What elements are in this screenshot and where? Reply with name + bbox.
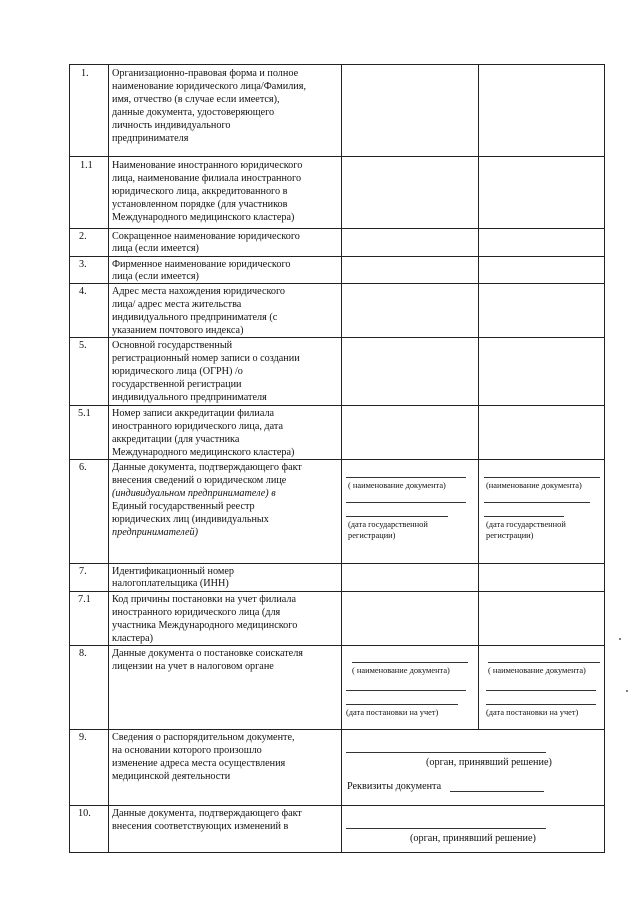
row-number: 8. [79, 648, 87, 659]
row-label-line: кластера) [112, 633, 154, 644]
row-number: 10. [78, 808, 91, 819]
reg-date-line[interactable] [346, 516, 448, 517]
row-label-line: Номер записи аккредитации филиала [112, 408, 275, 419]
row-border [69, 729, 605, 730]
row-label-line: иностранного юридического лица, дата [112, 421, 283, 432]
row-border [69, 256, 605, 257]
row-label-line: Данные документа о постановке соискателя [112, 648, 303, 659]
row-label-line: индивидуального предпринимателя [112, 392, 267, 403]
reg-date-caption: (дата государственной [348, 520, 428, 529]
row-label-line: государственной регистрации [112, 379, 242, 390]
reg-date-caption: (дата постановки на учет) [346, 708, 439, 717]
row-number: 2. [79, 231, 87, 242]
scan-dot [626, 690, 628, 692]
reg-date-caption-right: (дата государственной [486, 520, 566, 529]
row-number: 9. [79, 732, 87, 743]
row-label-line: наименование юридического лица/Фамилия, [112, 81, 306, 92]
row-label-line: медицинской деятельности [112, 771, 231, 782]
column-divider-values [478, 64, 479, 729]
row-number: 4. [79, 286, 87, 297]
row-number: 1.1 [80, 160, 93, 171]
row-label-line: Код причины постановки на учет филиала [112, 594, 297, 605]
requisites-line[interactable] [450, 791, 544, 792]
row-number: 1. [81, 68, 89, 79]
row-label-line: лица/ адрес места жительства [112, 299, 242, 310]
doc-name-line-2[interactable] [346, 502, 466, 503]
doc-name-line[interactable] [352, 662, 468, 663]
doc-name-caption: ( наименование документа) [348, 481, 446, 490]
doc-name-line[interactable] [346, 477, 466, 478]
row-label-line: юридического лица (ОГРН) /о [112, 366, 243, 377]
organ-caption: (орган, принявший решение) [410, 833, 536, 844]
row-border [69, 805, 605, 806]
requisites-label: Реквизиты документа [347, 781, 442, 792]
row-label-line: Основной государственный [112, 340, 233, 351]
organ-line[interactable] [346, 752, 546, 753]
row-border [69, 591, 605, 592]
row-label-line: лица (если имеется) [112, 243, 199, 254]
reg-date-line[interactable] [346, 704, 458, 705]
row-label-line: регистрационный номер записи о создании [112, 353, 300, 364]
row-label-line: Организационно-правовая форма и полное [112, 68, 299, 79]
doc-name-caption: ( наименование документа) [352, 666, 450, 675]
row-border-bottom [69, 852, 605, 853]
row-label-line: на основании которого произошло [112, 745, 262, 756]
row-label-line: предпринимателя [112, 133, 189, 144]
reg-date-line-right[interactable] [486, 704, 596, 705]
row-label-line: Данные документа, подтверждающего факт [112, 462, 302, 473]
row-label-line: аккредитации (для участника [112, 434, 240, 445]
row-label-line: данные документа, удостоверяющего [112, 107, 275, 118]
row-number: 7.1 [78, 594, 91, 605]
row-number: 3. [79, 259, 87, 270]
row-label-line: Наименование иностранного юридического [112, 160, 303, 171]
row-label-line: Международного медицинского кластера) [112, 447, 295, 458]
row-number: 7. [79, 566, 87, 577]
row-border [69, 405, 605, 406]
reg-date-caption: регистрации) [348, 531, 396, 540]
row-number: 6. [79, 462, 87, 473]
row-label-line: Адрес места нахождения юридического [112, 286, 286, 297]
scan-dot [619, 638, 621, 640]
organ-caption: (орган, принявший решение) [426, 757, 552, 768]
row-label-line: лица, наименование филиала иностранного [112, 173, 302, 184]
row-label-line: индивидуального предпринимателя (с [112, 312, 278, 323]
row-label-line: Сокращенное наименование юридического [112, 231, 300, 242]
row-border [69, 228, 605, 229]
doc-name-line-right-2[interactable] [484, 502, 590, 503]
row-label-line: внесения сведений о юридическом лице [112, 475, 287, 486]
row-label-line: Единый государственный реестр [112, 501, 255, 512]
row-label-line: (индивидуальном предпринимателе) в [112, 488, 276, 499]
row-border-top [69, 64, 605, 65]
doc-name-line-right[interactable] [484, 477, 600, 478]
row-label-line: Фирменное наименование юридического [112, 259, 291, 270]
row-border [69, 156, 605, 157]
row-label-line: изменение адреса места осуществления [112, 758, 286, 769]
reg-date-line-right[interactable] [484, 516, 564, 517]
row-label-line: указанием почтового индекса) [112, 325, 244, 336]
row-label-line: налогоплательщика (ИНН) [112, 578, 229, 589]
row-number: 5.1 [78, 408, 91, 419]
row-border [69, 563, 605, 564]
reg-date-caption-right: регистрации) [486, 531, 534, 540]
row-label-line: предпринимателей) [112, 527, 198, 538]
row-label-line: имя, отчество (в случае если имеется), [112, 94, 280, 105]
row-label-line: юридического лица, аккредитованного в [112, 186, 288, 197]
reg-date-caption-right: (дата постановки на учет) [486, 708, 579, 717]
row-label-line: внесения соответствующих изменений в [112, 821, 289, 832]
doc-name-line-right-2[interactable] [486, 690, 596, 691]
row-label-line: Данные документа, подтверждающего факт [112, 808, 302, 819]
row-label-line: лицензии на учет в налоговом органе [112, 661, 274, 672]
row-label-line: юридических лиц (индивидуальных [112, 514, 269, 525]
organ-line[interactable] [346, 828, 546, 829]
row-label-line: Сведения о распорядительном документе, [112, 732, 295, 743]
row-label-line: Международного медицинского кластера) [112, 212, 295, 223]
row-label-line: участника Международного медицинского [112, 620, 298, 631]
row-number: 5. [79, 340, 87, 351]
row-label-line: личность индивидуального [112, 120, 231, 131]
row-label-line: установленном порядке (для участников [112, 199, 288, 210]
doc-name-line-2[interactable] [346, 690, 466, 691]
row-label-line: лица (если имеется) [112, 271, 199, 282]
doc-name-line-right[interactable] [488, 662, 600, 663]
row-label-line: иностранного юридического лица (для [112, 607, 281, 618]
doc-name-caption-right: ( наименование документа) [488, 666, 586, 675]
doc-name-caption-right: (наименование документа) [486, 481, 582, 490]
row-label-line: Идентификационный номер [112, 566, 234, 577]
